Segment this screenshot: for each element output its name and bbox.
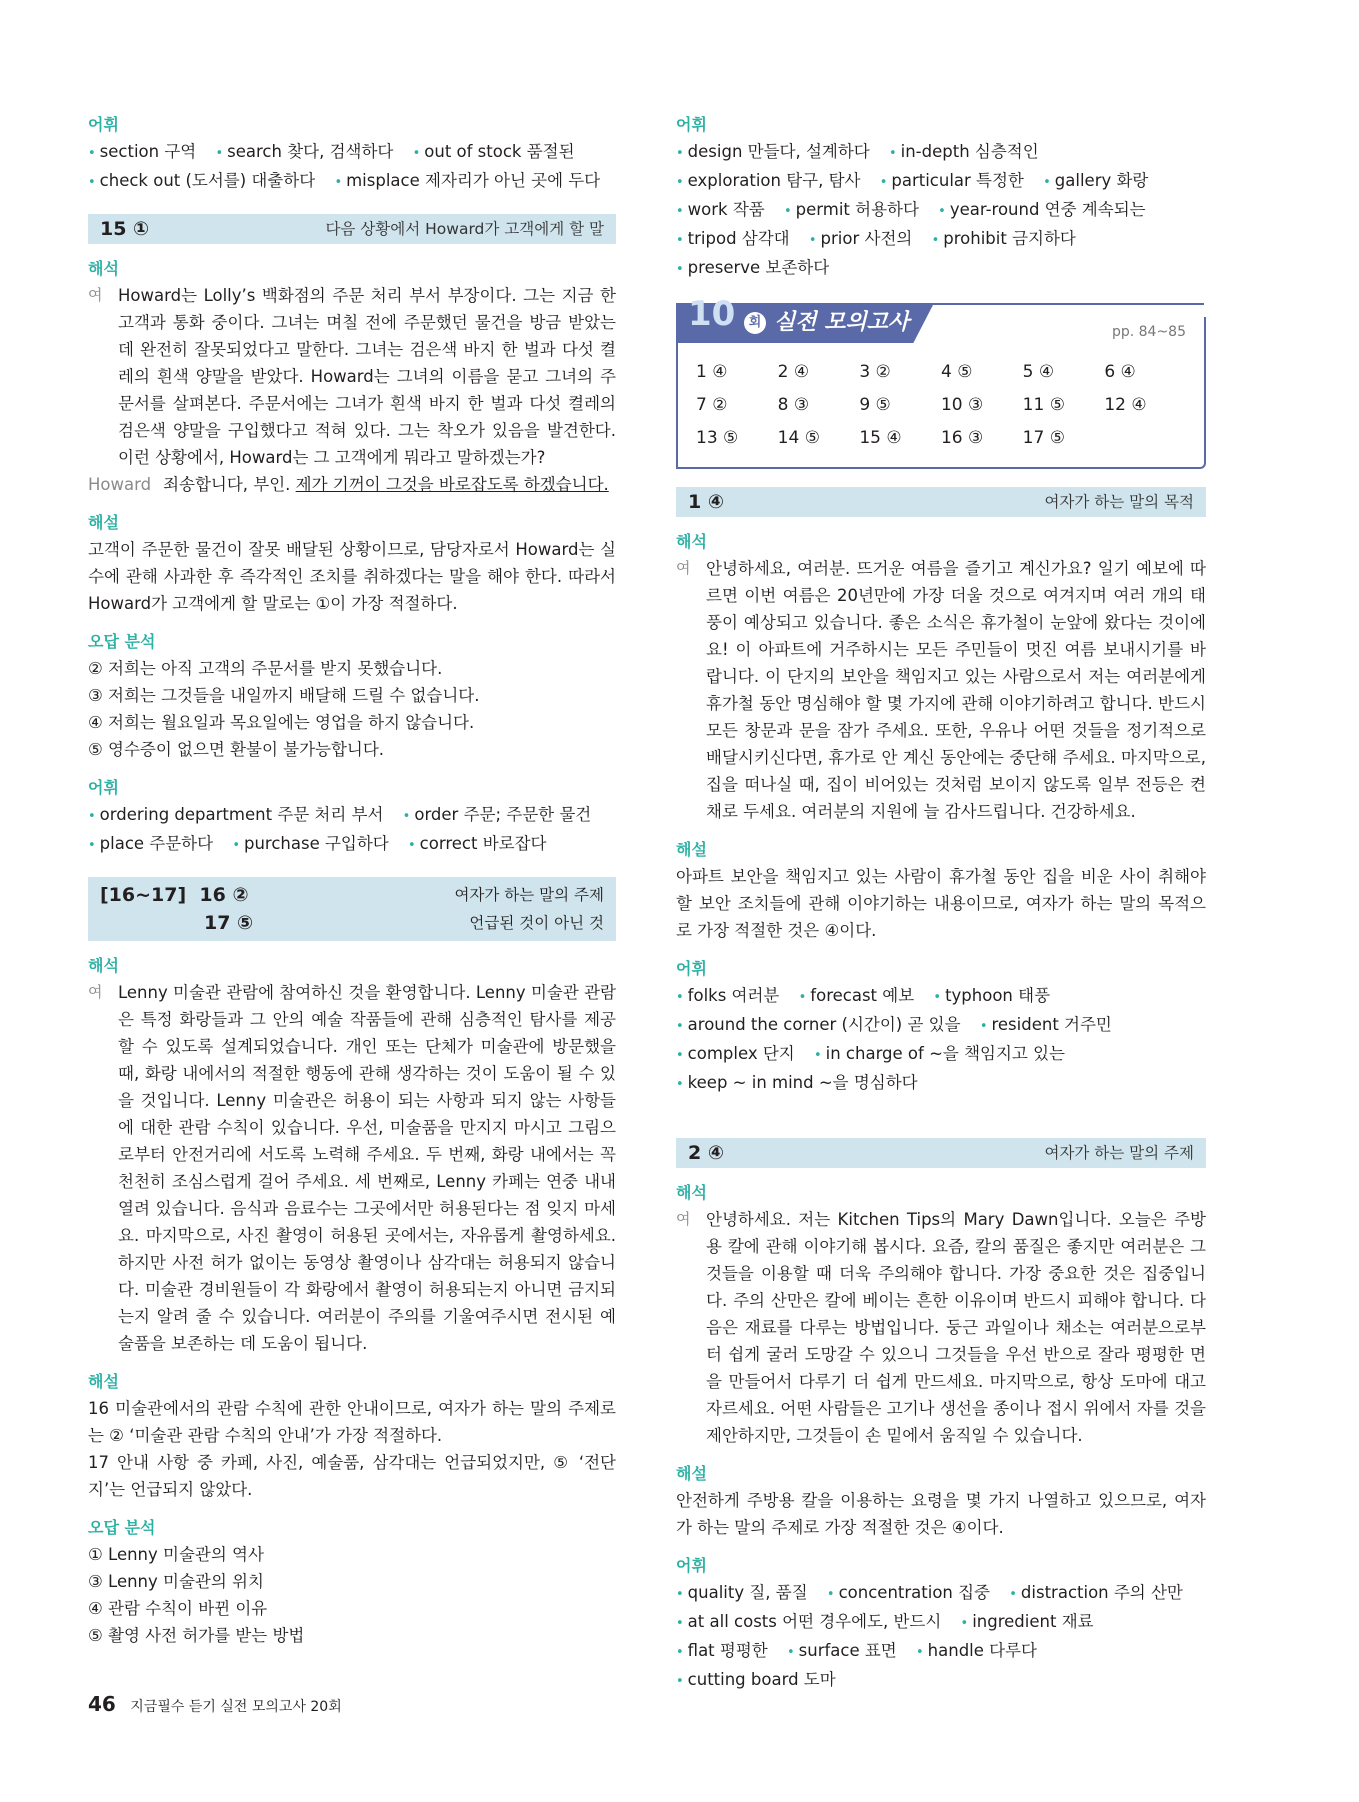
right-column [676,112,1206,1695]
speaker-tag: 여 [88,983,103,1001]
answer-item: 2 ④ [777,362,810,382]
question-range: [16~17] [100,883,187,906]
vocab-item: • search 찾다, 검색하다 [215,142,393,161]
question-description: 다음 상황에서 Howard가 고객에게 할 말 [325,219,604,238]
answer-item: 12 ④ [1104,395,1147,415]
vocab-item: • at all costs 어떤 경우에도, 반드시 [676,1612,941,1631]
answer-item: 3 ② [859,362,891,382]
answer-item: 1 ④ [696,362,728,382]
translation-text [88,979,616,1357]
answer-item: 9 ⑤ [859,395,891,415]
page-footer [88,1692,342,1716]
question-2-bar [676,1138,1206,1168]
vocab-item: • purchase 구입하다 [232,834,388,853]
wrong-analysis-title: 오답 분석 [88,1518,156,1537]
answer-item: 17 ⑤ [1022,428,1065,448]
translation-text [676,1206,1206,1449]
vocab-item: • permit 허용하다 [784,200,919,219]
page-number: 46 [88,1692,116,1716]
vocab-item: • tripod 삼각대 [676,229,790,248]
vocab-title: 어휘 [676,959,707,978]
answer-item: 7 ② [696,395,728,415]
list-item: ⑤ 영수증이 없으면 환불이 불가능합니다. [88,740,385,759]
answer-item: 8 ③ [777,395,810,415]
answer-item: 14 ⑤ [777,428,820,448]
vocab-item: • correct 바로잡다 [408,834,546,853]
vocab-item: • design 만들다, 설계하다 [676,142,870,161]
list-item: ① Lenny 미술관의 역사 [88,1545,264,1564]
translation-body: 안녕하세요. 저는 Kitchen Tips의 Mary Dawn입니다. 오늘은 주방용 칼에 관해 이야기해 봅시다. 요즘, 칼의 품질은 좋지만 여러분은 그것들을 이용할 때 더욱 주의해야 합니다. 가장 중요한 것은 집중입니다. 주의 산만은 칼에 베이는 흔한 이유이며 반드시 피해야 합니다. 다음은 재료를 다루는 방법입니다. 둥근 과일이나 채소는 여러분으로부터 쉽게 굴러 도망갈 수 있으니 그것들을 우선 반으로 잘라 평평한 면을 만들어서 다루기 더 쉽게 만드세요. 마지막으로, 항상 도마에 대고 자르세요. 어떤 사람들은 고기나 생선을 종이나 접시 위에서 자를 것을 제안하지만, 그것들이 손 밑에서 움직일 수 있습니다. [706,1210,1206,1445]
vocab-item: • ordering department 주문 처리 부서 [88,805,383,824]
explanation-title: 해설 [676,840,707,859]
answer-item: 6 ④ [1104,362,1136,382]
vocab-item: • year-round 연중 계속되는 [938,200,1145,219]
translation-title: 해석 [88,259,119,278]
question-number [100,882,249,909]
translation-title: 해석 [676,1183,707,1202]
vocab-list-17 [676,138,1206,283]
vocab-item: • folks 여러분 [676,986,779,1005]
answer-item: 4 ⑤ [940,362,973,382]
question-description: 여자가 하는 말의 주제 [454,885,604,904]
vocab-list-1 [676,982,1206,1098]
vocab-item: • forecast 예보 [799,986,915,1005]
vocab-item: • prior 사전의 [809,229,912,248]
explanation-title: 해설 [88,1372,119,1391]
vocab-item: • in-depth 심층적인 [889,142,1039,161]
vocab-item: • in charge of ~을 책임지고 있는 [814,1044,1065,1063]
vocab-item: • quality 질, 품질 [676,1583,808,1602]
question-description: 언급된 것이 아닌 것 [469,913,604,932]
translation-text [88,282,616,471]
vocab-list-14 [88,138,616,196]
answer-item: 15 ④ [859,428,902,448]
question-number: 1 ④ [688,490,724,513]
answer-item: 5 ④ [1022,362,1055,382]
translation-body: 안녕하세요, 여러분. 뜨거운 여름을 즐기고 계신가요? 일기 예보에 따르면 이번 여름은 20년만에 가장 더울 것으로 여겨지며 여러 개의 태풍이 예상되고 있습니다. 좋은 소식은 휴가철이 눈앞에 왔다는 것이에요! 이 아파트에 거주하시는 모든 주민들이 멋진 여름 보내시기를 바랍니다. 이 단지의 보안을 책임지고 있는 사람으로서 저는 여러분에게 휴가철 동안 명심해야 할 몇 가지에 관해 이야기하려고 합니다. 반드시 모든 창문과 문을 잠가 주세요. 또한, 우유나 어떤 것들을 정기적으로 배달시키신다면, 휴가로 안 계신 동안에는 중단해 주세요. 마지막으로, 집을 떠나실 때, 집이 비어있는 것처럼 보이지 않도록 일부 전등은 켠 채로 두세요. 여러분의 지원에 늘 감사드립니다. 건강하세요. [706,559,1206,821]
question-number: 2 ④ [688,1141,724,1164]
list-item: ③ Lenny 미술관의 위치 [88,1572,264,1591]
test-label: 실전 모의고사 [774,310,910,335]
explanation-17: 17 안내 사항 중 카페, 사진, 예술품, 삼각대는 언급되었지만, ⑤ ‘전단지’는 언급되지 않았다. [88,1453,616,1499]
question-16-17-bar [88,877,616,941]
vocab-item: • ingredient 재료 [961,1612,1094,1631]
speaker-tag: 여 [88,286,103,304]
explanation-title: 해설 [88,513,119,532]
answer-key-box [676,294,1206,469]
vocab-item: • place 주문하다 [88,834,213,853]
book-title: 지금필수 듣기 실전 모의고사 20회 [130,1699,342,1715]
vocab-item: • distraction 주의 산만 [1009,1583,1183,1602]
vocab-item: • complex 단지 [676,1044,795,1063]
wrong-analysis-list [88,655,616,763]
vocab-item: • cutting board 도마 [676,1670,836,1689]
answer-item: 16 ③ [940,428,984,448]
translation-body: Howard는 Lolly’s 백화점의 주문 처리 부서 부장이다. 그는 지금 한 고객과 통화 중이다. 그녀는 며칠 전에 주문했던 물건을 방금 받았는데 완전히 잘못되었다고 말한다. 그녀는 검은색 바지 한 벌과 다섯 켤레의 흰색 양말을 받았다. Howard는 그녀의 이름을 묻고 그녀의 주문서를 살펴본다. 주문서에는 그녀가 흰색 바지 한 벌과 다섯 켤레의 검은색 양말을 구입했다고 적혀 있다. 그는 착오가 있음을 발견한다. 이런 상황에서, Howard는 그 고객에게 뭐라고 말하겠는가? [118,286,616,467]
list-item: ② 저희는 아직 고객의 주문서를 받지 못했습니다. [88,659,443,678]
list-item: ⑤ 촬영 사전 허가를 받는 방법 [88,1626,305,1645]
wrong-analysis-list [88,1541,616,1649]
vocab-item: • flat 평평한 [676,1641,768,1660]
question-description: 여자가 하는 말의 주제 [1044,1143,1194,1162]
speaker-name: Howard [88,475,152,494]
vocab-item: • surface 표면 [787,1641,897,1660]
speaker-tag: 여 [676,559,691,577]
vocab-item: • gallery 화랑 [1043,171,1148,190]
list-item: ④ 관람 수칙이 바뀐 이유 [88,1599,268,1618]
translation-title: 해석 [676,532,707,551]
vocab-list-15 [88,801,616,859]
vocab-item: • particular 특정한 [880,171,1024,190]
question-1-bar [676,487,1206,517]
vocab-item: • exploration 탐구, 탐사 [676,171,860,190]
vocab-item: • order 주문; 주문한 물건 [403,805,592,824]
explanation-text: 고객이 주문한 물건이 잘못 배달된 상황이므로, 담당자로서 Howard는 실수에 관해 사과한 후 즉각적인 조치를 취하겠다는 말을 해야 한다. 따라서 Howard가 고객에게 할 말로는 ①이 가장 적절하다. [88,540,616,613]
vocab-item: • work 작품 [676,200,765,219]
list-item: ③ 저희는 그것들을 내일까지 배달해 드릴 수 없습니다. [88,686,480,705]
vocab-item: • section 구역 [88,142,196,161]
vocab-item: • around the corner (시간이) 곧 있을 [676,1015,961,1034]
explanation-title: 해설 [676,1464,707,1483]
vocab-item: • check out (도서를) 대출하다 [88,171,315,190]
vocab-item: • preserve 보존하다 [676,258,829,277]
answer-box-line [928,303,1204,305]
answer-item: 10 ③ [940,395,984,415]
answer-part-b: 제가 기꺼이 그것을 바로잡도록 하겠습니다. [295,475,609,494]
vocab-item: • out of stock 품절된 [413,142,575,161]
round-badge: 회 [744,312,766,334]
test-number: 10 [688,294,736,334]
vocab-title: 어휘 [676,1556,707,1575]
answer-key-header [676,294,934,343]
question-number: 15 ① [100,217,150,240]
vocab-title: 어휘 [676,115,707,134]
vocab-item: • misplace 제자리가 아닌 곳에 두다 [334,171,600,190]
vocab-item: • keep ~ in mind ~을 명심하다 [676,1073,918,1092]
vocab-item: • prohibit 금지하다 [932,229,1076,248]
vocab-title: 어휘 [88,115,119,134]
answer-grid [696,359,1186,452]
vocab-list-2 [676,1579,1206,1695]
answer-item: 13 ⑤ [696,428,739,448]
vocab-item: • typhoon 태풍 [933,986,1050,1005]
list-item: ④ 저희는 월요일과 목요일에는 영업을 하지 않습니다. [88,713,475,732]
translation-text [676,555,1206,825]
question-15-bar [88,214,616,244]
speaker-tag: 여 [676,1210,691,1228]
wrong-analysis-title: 오답 분석 [88,632,156,651]
vocab-item: • handle 다루다 [916,1641,1037,1660]
explanation-text: 아파트 보안을 책임지고 있는 사람이 휴가철 동안 집을 비운 사이 취해야 할 보안 조치들에 관해 이야기하는 내용이므로, 여자가 하는 말의 목적으로 가장 적절한 것은 ④이다. [676,867,1206,940]
answer-part-a: 죄송합니다, 부인. [163,475,296,494]
explanation-text: 안전하게 주방용 칼을 이용하는 요령을 몇 가지 나열하고 있으므로, 여자가 하는 말의 주제로 가장 적절한 것은 ④이다. [676,1491,1206,1537]
answer-line [88,471,616,498]
translation-title: 해석 [88,956,119,975]
question-description: 여자가 하는 말의 목적 [1044,492,1194,511]
vocab-item: • resident 거주민 [980,1015,1112,1034]
left-column [88,112,616,1649]
vocab-title: 어휘 [88,778,119,797]
translation-body: Lenny 미술관 관람에 참여하신 것을 환영합니다. Lenny 미술관 관람은 특정 화랑들과 그 안의 예술 작품들에 관해 심층적인 탐사를 제공할 수 있도록 설계되었습니다. 개인 또는 단체가 미술관에 방문했을 때, 화랑 내에서의 적절한 행동에 관해 생각하는 것이 도움이 될 수 있을 것입니다. Lenny 미술관은 허용이 되는 사항과 되지 않는 사항들에 대한 관람 수칙이 있습니다. 우선, 미술품을 만지지 마시고 그림으로부터 안전거리에 서도록 노력해 주세요. 두 번째, 화랑 내에서는 꼭 천천히 조심스럽게 걸어 주세요. 세 번째로, Lenny 카페는 연중 내내 열려 있습니다. 음식과 음료수는 그곳에서만 허용된다는 점 잊지 마세요. 마지막으로, 사진 촬영이 허용된 곳에서는, 자유롭게 촬영하세요. 하지만 사전 허가 없이는 동영상 촬영이나 삼각대는 허용되지 않습니다. 미술관 경비원들이 각 화랑에서 촬영이 허용되는지 아니면 금지되는지 알려 줄 수 있습니다. 여러분이 주의를 기울여주시면 전시된 예술품을 보존하는 데 도움이 됩니다. [118,983,616,1353]
vocab-item: • concentration 집중 [827,1583,990,1602]
page-range: pp. 84~85 [1111,324,1186,340]
question-16-number: 16 ② [199,883,249,906]
explanation-16: 16 미술관에서의 관람 수칙에 관한 안내이므로, 여자가 하는 말의 주제로는 ② ‘미술관 관람 수칙의 안내’가 가장 적절하다. [88,1399,616,1445]
answer-item: 11 ⑤ [1022,395,1065,415]
question-17-number: 17 ⑤ [204,911,254,934]
